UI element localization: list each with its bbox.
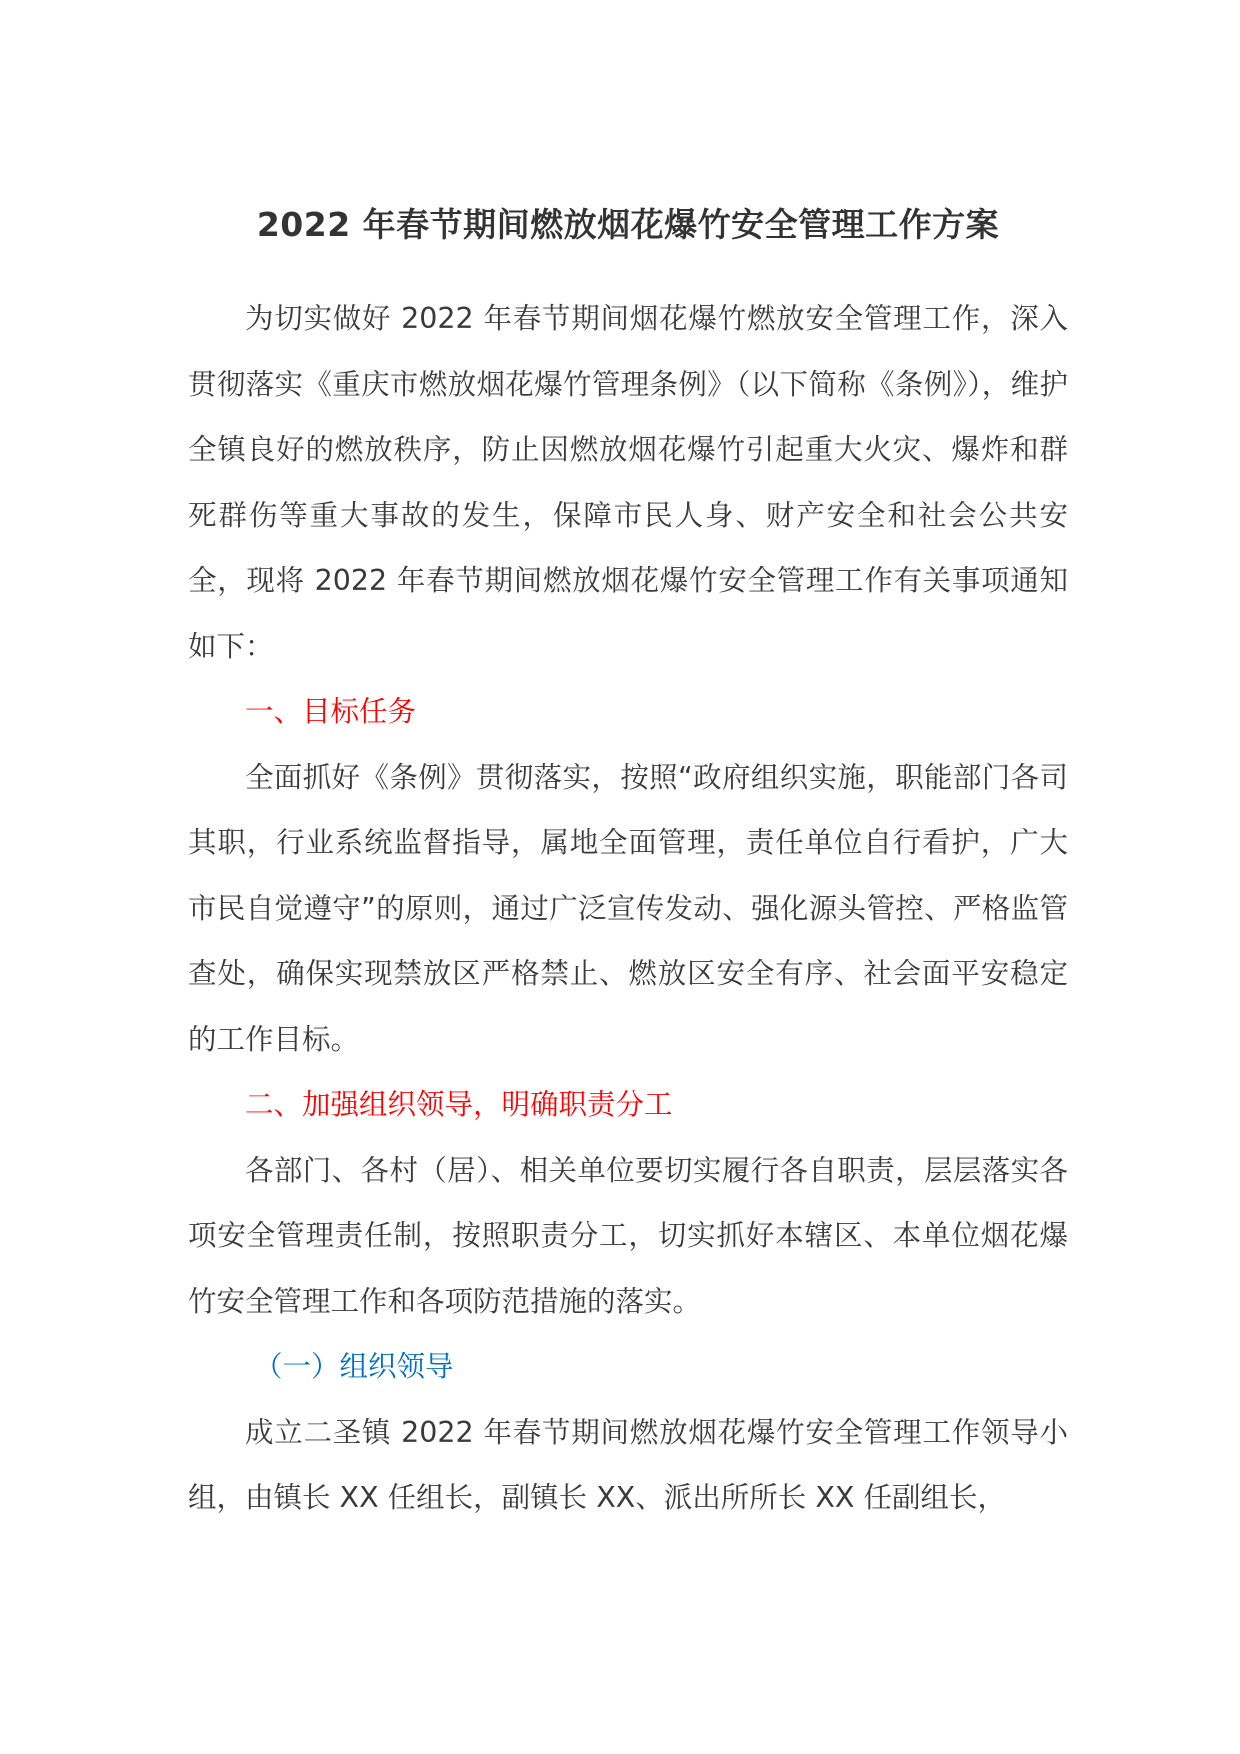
subsection-heading-leadership: （一）组织领导 [254,1350,454,1383]
section-heading-goals: 一、目标任务 [245,695,417,728]
section-body-goals: 全面抓好《条例》贯彻落实，按照“政府组织实施，职能部门各司其职，行业系统监督指导，属地全面管理，责任单位自行看护，广大市民自觉遵守”的原则，通过广泛宣传发动、强化源头管控、严格监管查处，确保实现禁放区严格禁止、燃放区安全有序、社会面平安稳定的工作目标。 [188,760,1068,1056]
section-body-organization: 各部门、各村（居）、相关单位要切实履行各自职责，层层落实各项安全管理责任制，按照职责分工，切实抓好本辖区、本单位烟花爆竹安全管理工作和各项防范措施的落实。 [188,1153,1068,1318]
subsection-body-leadership: 成立二圣镇 2022 年春节期间燃放烟花爆竹安全管理工作领导小组，由镇长 XX 任组长，副镇长 XX、派出所所长 XX 任副组长， [188,1415,1068,1514]
intro-paragraph: 为切实做好 2022 年春节期间烟花爆竹燃放安全管理工作，深入贯彻落实《重庆市燃放烟花爆竹管理条例》（以下简称《条例》），维护全镇良好的燃放秩序，防止因燃放烟花爆竹引起重大火灾、爆炸和群死群伤等重大事故的发生，保障市民人身、财产安全和社会公共安全，现将 2022 年春节期间燃放烟花爆竹安全管理工作有关事项通知如下： [188,302,1068,663]
document-title: 2022 年春节期间燃放烟花爆竹安全管理工作方案 [256,205,1000,244]
section-heading-organization: 二、加强组织领导，明确职责分工 [245,1088,673,1121]
document-page [188,200,1068,1531]
